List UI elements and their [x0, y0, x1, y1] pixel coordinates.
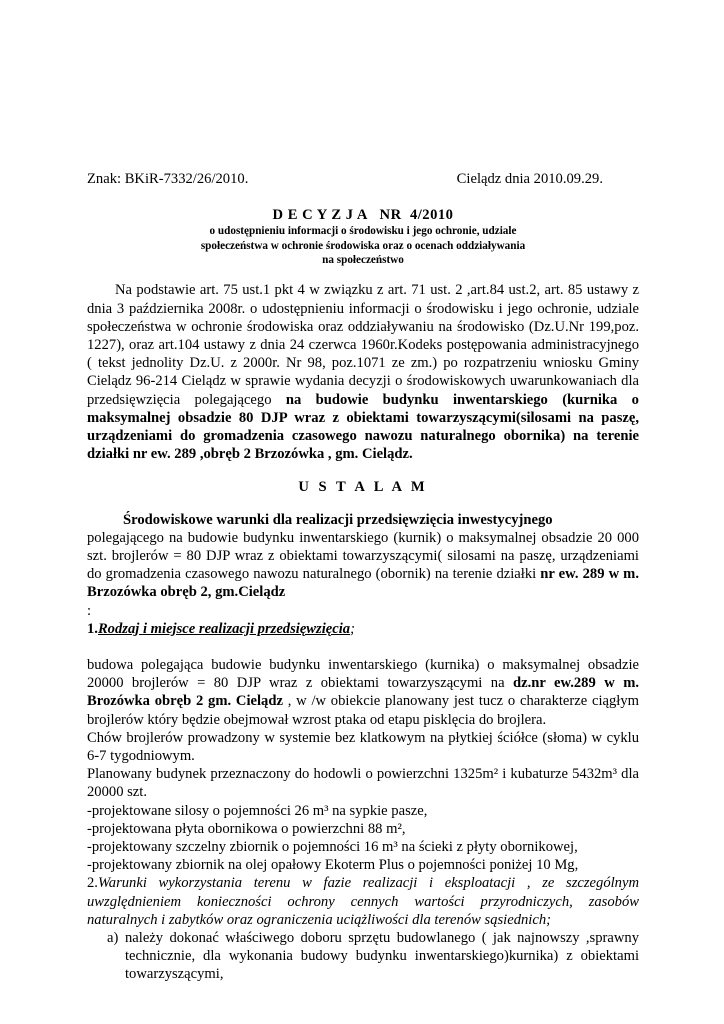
legal-basis-paragraph: [87, 281, 639, 463]
facility-item: -projektowany zbiornik na olej opałowy Ekoterm Plus o pojemności poniżej 10 Mg,: [87, 857, 579, 874]
decision-subtitle: [87, 224, 639, 267]
section-2-paragraph: [87, 874, 639, 929]
section-2-number: 2.: [87, 875, 98, 892]
body-paragraph-2: Chów brojlerów prowadzony w systemie bez klatkowym na płytkiej ściółce (słoma) w cyklu 6-7 tygodniowym.: [87, 729, 639, 764]
facility-list: [87, 802, 639, 875]
body-text: , w /w obiekcie planowany jest tucz o charakterze ciągłym brojlerów który będzie obejmował wzrost ptaka od etapu pisklęcia do brojlera.: [87, 693, 639, 728]
facility-item: -projektowana płyta obornikowa o powierzchni 88 m²,: [87, 820, 406, 837]
conditions-text: polegającego na budowie budynku inwentarskiego (kurnik) o maksymalnej obsadzie 20 000 szt. brojlerów = 80 DJP wraz z obiektami towarzyszącymi( silosami na paszę, urządzeniami do gromadzenia czasowego nawozu naturalnego (obornik) na terenie działki: [87, 529, 639, 583]
conditions-heading: Środowiskowe warunki dla realizacji przedsięwzięcia inwestycyjnego: [123, 511, 553, 528]
section-1-heading: [87, 620, 639, 638]
conditions-list: [107, 929, 639, 984]
subtitle-line: na społeczeństwo: [322, 254, 404, 266]
body-text: budowa polegająca budowie budynku inwentarskiego (kurnika) o maksymalnej obsadzie 20000 brojlerów = 80 DJP wraz z obiektami towarzyszącymi na: [87, 656, 639, 692]
section-1-title: Rodzaj i miejsce realizacji przedsięwzięcia: [97, 620, 351, 637]
body-paragraph-3: Planowany budynek przeznaczony do hodowli o powierzchni 1325m² i kubaturze 5432m³ dla 20000 szt.: [87, 766, 639, 801]
decision-title: D E C Y Z J A NR 4/2010: [272, 207, 454, 224]
document-header: [87, 170, 639, 188]
subtitle-line: o udostępnieniu informacji o środowisku i jego ochronie, udziale: [209, 225, 517, 238]
subtitle-line: społeczeństwa w ochronie środowiska oraz o ocenach oddziaływania: [200, 239, 526, 252]
spacer: [87, 638, 639, 656]
plot-location: nr ew. 289 w m. Brzozówka obręb 2, gm.Cielądz: [87, 566, 639, 601]
section-2-title: Warunki wykorzystania terenu w fazie realizacji i eksploatacji , ze szczególnym uwzględnieniem konieczności ochrony cennych wartości przyrodniczych, zasobów naturalnych i zabytków oraz ograniczenia uciążliwości dla terenów sąsiednich;: [87, 875, 639, 928]
section-1-semicolon: ;: [350, 620, 355, 637]
decision-document: [87, 170, 639, 984]
place-and-date: Cielądz dnia 2010.09.29.: [456, 171, 603, 187]
conditions-colon: :: [87, 602, 92, 619]
facility-item: -projektowane silosy o pojemności 26 m³ na sypkie pasze,: [87, 802, 428, 819]
plot-reference: dz.nr ew.289 w m. Brozówka obręb 2 gm. Cielądz: [87, 675, 639, 710]
project-description: na budowie budynku inwentarskiego (kurnika o maksymalnej obsadzie 80 DJP wraz z obiektami towarzyszącymi(silosami na paszę, urządzeniami do gromadzenia czasowego nawozu naturalnego obornika) na terenie działki nr ew. 289 ,obręb 2 Brzozówka , gm. Cielądz.: [87, 391, 639, 463]
ustalam-heading: U S T A L A M: [298, 479, 428, 496]
reference-number: Znak: BKiR-7332/26/2010.: [87, 171, 249, 187]
legal-basis-text: Na podstawie art. 75 ust.1 pkt 4 w związku z art. 71 ust. 2 ,art.84 ust.2, art. 85 ustawy z dnia 3 października 2008r. o udostępnieniu informacji o środowisku i jego ochronie, udziale społeczeństwa w ochronie środowiska oraz oddziaływaniu na środowisko (Dz.U.Nr 199,poz. 1227), oraz art.104 ustawy z dnia 24 czerwca 1960r.Kodeks postępowania administracyjnego ( tekst jednolity Dz.U. z 2000r. Nr 98, poz.1071 ze zm.) po rozpatrzeniu wniosku Gminy Cielądz 96-214 Cielądz w sprawie wydania decyzji o środowiskowych uwarunkowaniach dla przedsięwzięcia polegającego: [87, 282, 639, 408]
conditions-paragraph: [87, 529, 639, 602]
section-1-number: 1.: [87, 620, 98, 637]
body-paragraph-1: [87, 656, 639, 729]
list-item-text: należy dokonać właściwego doboru sprzętu budowlanego ( jak najnowszy ,sprawny technicznie, dla wykonania budowy budynku inwentarskiego)kurnika) z obiektami towarzyszącymi,: [125, 930, 639, 983]
facility-item: -projektowany szczelny zbiornik o pojemności 16 m³ na ścieki z płyty obornikowej,: [87, 838, 578, 855]
list-item: [107, 929, 639, 984]
list-item-label: a): [107, 930, 119, 946]
